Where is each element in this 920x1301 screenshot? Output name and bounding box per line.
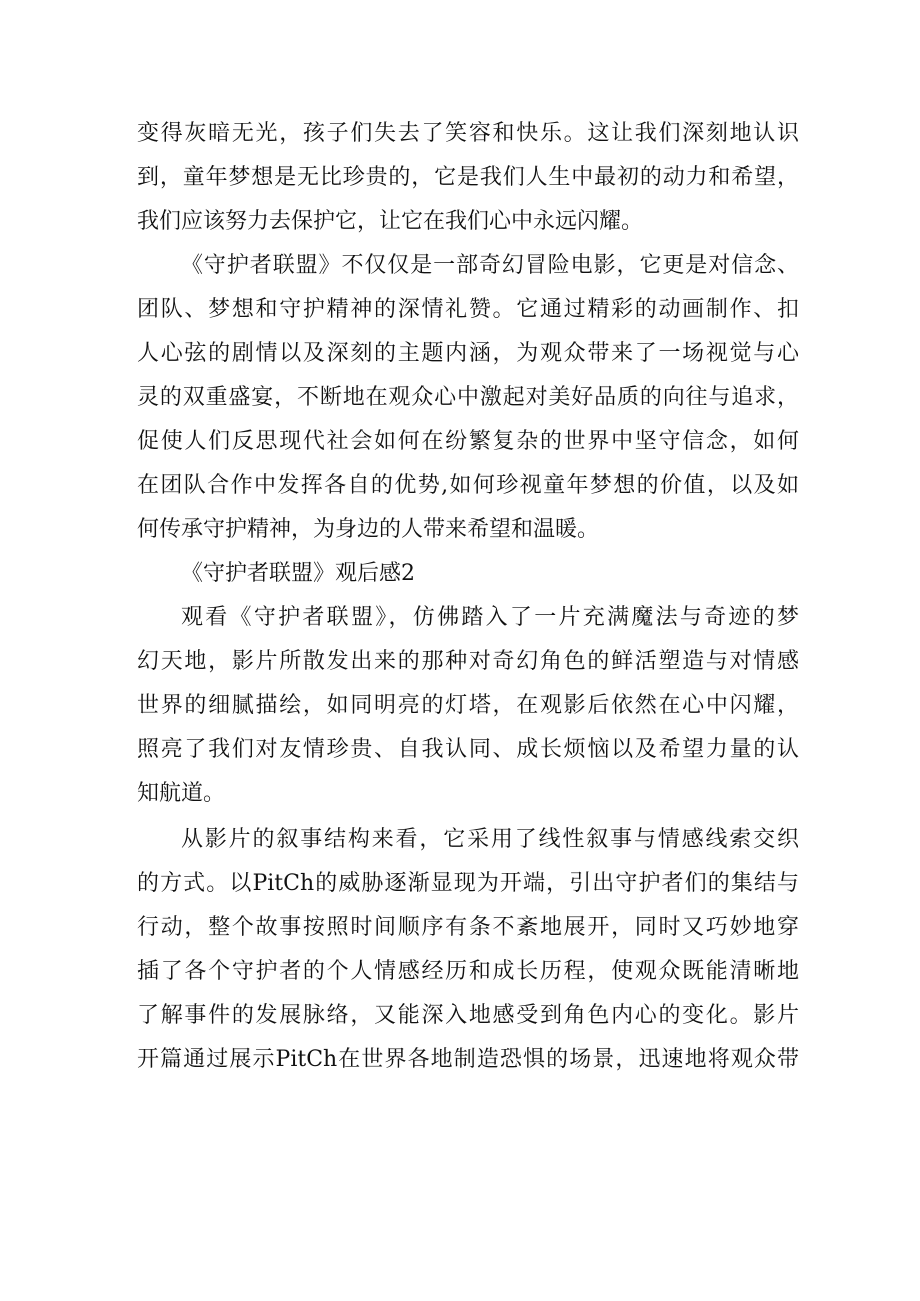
text-line: 从影片的叙事结构来看，它采用了线性叙事与情感线索交织 [181, 827, 799, 852]
text-line: 幻天地，影片所散发出来的那种对奇幻角色的鲜活塑造与对情感 [137, 649, 799, 674]
text-line: 我们应该努力去保护它，让它在我们心中永远闪耀。 [137, 209, 644, 234]
text-line: 何传承守护精神，为身边的人带来希望和温暖。 [137, 517, 600, 542]
paragraph [137, 596, 799, 816]
text-line: 灵的双重盛宴，不断地在观众心中激起对美好品质的向往与追求， [137, 385, 799, 410]
text-line: 的方式。以PitCh的威胁逐渐显现为开端，引出守护者们的集结与 [137, 871, 799, 896]
text-line: 变得灰暗无光，孩子们失去了笑容和快乐。这让我们深刻地认识 [137, 121, 799, 146]
document-body [137, 112, 799, 1082]
text-line: 到，童年梦想是无比珍贵的，它是我们人生中最初的动力和希望， [137, 165, 799, 190]
text-line: 行动，整个故事按照时间顺序有条不紊地展开，同时又巧妙地穿 [137, 915, 799, 940]
paragraph [137, 818, 799, 1082]
heading-line: 《守护者联盟》观后感2 [181, 561, 415, 586]
text-line: 开篇通过展示PitCh在世界各地制造恐惧的场景，迅速地将观众带 [137, 1047, 799, 1072]
paragraph [137, 112, 799, 244]
text-line: 世界的细腻描绘，如同明亮的灯塔，在观影后依然在心中闪耀， [137, 693, 799, 718]
text-line: 照亮了我们对友情珍贵、自我认同、成长烦恼以及希望力量的认 [137, 737, 799, 762]
text-line: 团队、梦想和守护精神的深情礼赞。它通过精彩的动画制作、扣 [137, 297, 799, 322]
section-heading [137, 552, 799, 596]
text-line: 促使人们反思现代社会如何在纷繁复杂的世界中坚守信念，如何 [137, 429, 799, 454]
text-line: 知航道。 [137, 781, 226, 806]
text-line: 插了各个守护者的个人情感经历和成长历程，使观众既能清晰地 [137, 959, 799, 984]
text-line: 《守护者联盟》不仅仅是一部奇幻冒险电影，它更是对信念、 [181, 253, 799, 278]
text-line: 了解事件的发展脉络，又能深入地感受到角色内心的变化。影片 [137, 1003, 799, 1028]
text-line: 在团队合作中发挥各自的优势,如何珍视童年梦想的价值，以及如 [137, 473, 799, 498]
text-line: 观看《守护者联盟》，仿佛踏入了一片充满魔法与奇迹的梦 [181, 605, 799, 630]
text-line: 人心弦的剧情以及深刻的主题内涵，为观众带来了一场视觉与心 [137, 341, 799, 366]
paragraph [137, 244, 799, 552]
